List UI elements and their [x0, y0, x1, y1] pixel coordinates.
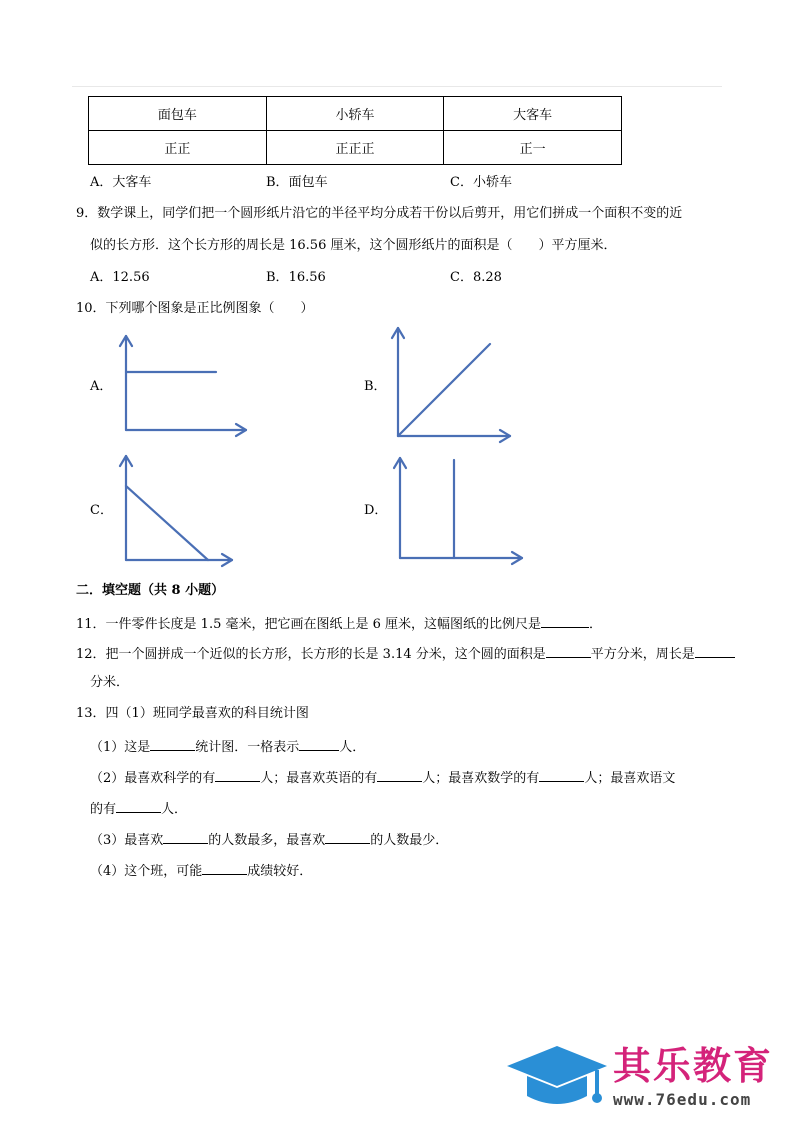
graph-c — [114, 450, 240, 570]
answer-blank[interactable] — [150, 736, 195, 751]
table-header-row — [89, 97, 622, 131]
graph-a — [114, 330, 254, 436]
q10-stem: 10．下列哪个图象是正比例图象（ ） — [76, 301, 314, 316]
q13-sub1: （1）这是 统计图．一格表示 人． — [90, 736, 365, 757]
q13-stem: 13．四（1）班同学最喜欢的科目统计图 — [76, 706, 309, 721]
q9-option-c: C．8.28 — [450, 270, 502, 285]
q11-text: 11．一件零件长度是 1.5 毫米，把它画在图纸上是 6 厘米，这幅图纸的比例尺是 ． — [76, 613, 602, 634]
section-title: 二．填空题（共 8 小题） — [76, 583, 225, 598]
q12-text: 12．把一个圆拼成一个近似的长方形，长方形的长是 3.14 分米，这个圆的面积是 平方分米，周长是 — [76, 643, 735, 664]
answer-blank[interactable] — [163, 829, 208, 844]
answer-blank[interactable] — [546, 643, 591, 658]
graduation-cap-icon — [505, 1042, 609, 1112]
q10-option-b-label: B． — [364, 379, 387, 394]
q9-stem-line2: 似的长方形．这个长方形的周长是 16.56 厘米，这个圆形纸片的面积是（ ）平方厘米． — [90, 238, 617, 253]
table-cell: 正一 — [444, 131, 622, 165]
brand-name: 其乐教育 — [613, 1044, 774, 1088]
q13-sub4: （4）这个班，可能 成绩较好． — [90, 860, 312, 881]
table-cell: 小轿车 — [266, 97, 444, 131]
answer-blank[interactable] — [325, 829, 370, 844]
q9-option-a: A．12.56 — [90, 270, 150, 285]
answer-blank[interactable] — [539, 767, 584, 782]
q10-option-d-label: D． — [364, 503, 388, 518]
tally-table — [88, 96, 622, 165]
q13-sub2: （2）最喜欢科学的有 人；最喜欢英语的有 人；最喜欢数学的有 人；最喜欢语文 — [90, 767, 675, 788]
graph-b — [388, 322, 518, 446]
q12-text-cont: 分米． — [90, 675, 130, 690]
answer-blank[interactable] — [695, 643, 735, 658]
q8-option-a: A．大客车 — [90, 175, 152, 190]
answer-blank[interactable] — [541, 613, 589, 628]
table-row — [89, 131, 622, 165]
answer-blank[interactable] — [299, 736, 339, 751]
table-cell: 大客车 — [444, 97, 622, 131]
table-cell: 正正 — [89, 131, 267, 165]
q13-sub3: （3）最喜欢 的人数最多，最喜欢 的人数最少． — [90, 829, 448, 850]
q8-option-b: B．面包车 — [266, 175, 328, 190]
brand-url: www.76edu.com — [613, 1090, 752, 1109]
q10-option-a-label: A． — [90, 379, 113, 394]
q9-option-b: B．16.56 — [266, 270, 326, 285]
graph-d — [390, 452, 530, 568]
answer-blank[interactable] — [202, 860, 247, 875]
q13-sub2-cont: 的有 人． — [90, 798, 187, 819]
table-cell: 面包车 — [89, 97, 267, 131]
table-cell: 正正正 — [266, 131, 444, 165]
answer-blank[interactable] — [116, 798, 161, 813]
q8-option-c: C．小轿车 — [450, 175, 512, 190]
q9-stem-line1: 9．数学课上，同学们把一个圆形纸片沿它的半径平均分成若干份以后剪开，用它们拼成一个面积不变的近 — [76, 206, 683, 221]
answer-blank[interactable] — [377, 767, 422, 782]
q10-option-c-label: C． — [90, 503, 113, 518]
answer-blank[interactable] — [215, 767, 260, 782]
header-rule — [72, 86, 722, 87]
brand-logo — [505, 1040, 785, 1115]
